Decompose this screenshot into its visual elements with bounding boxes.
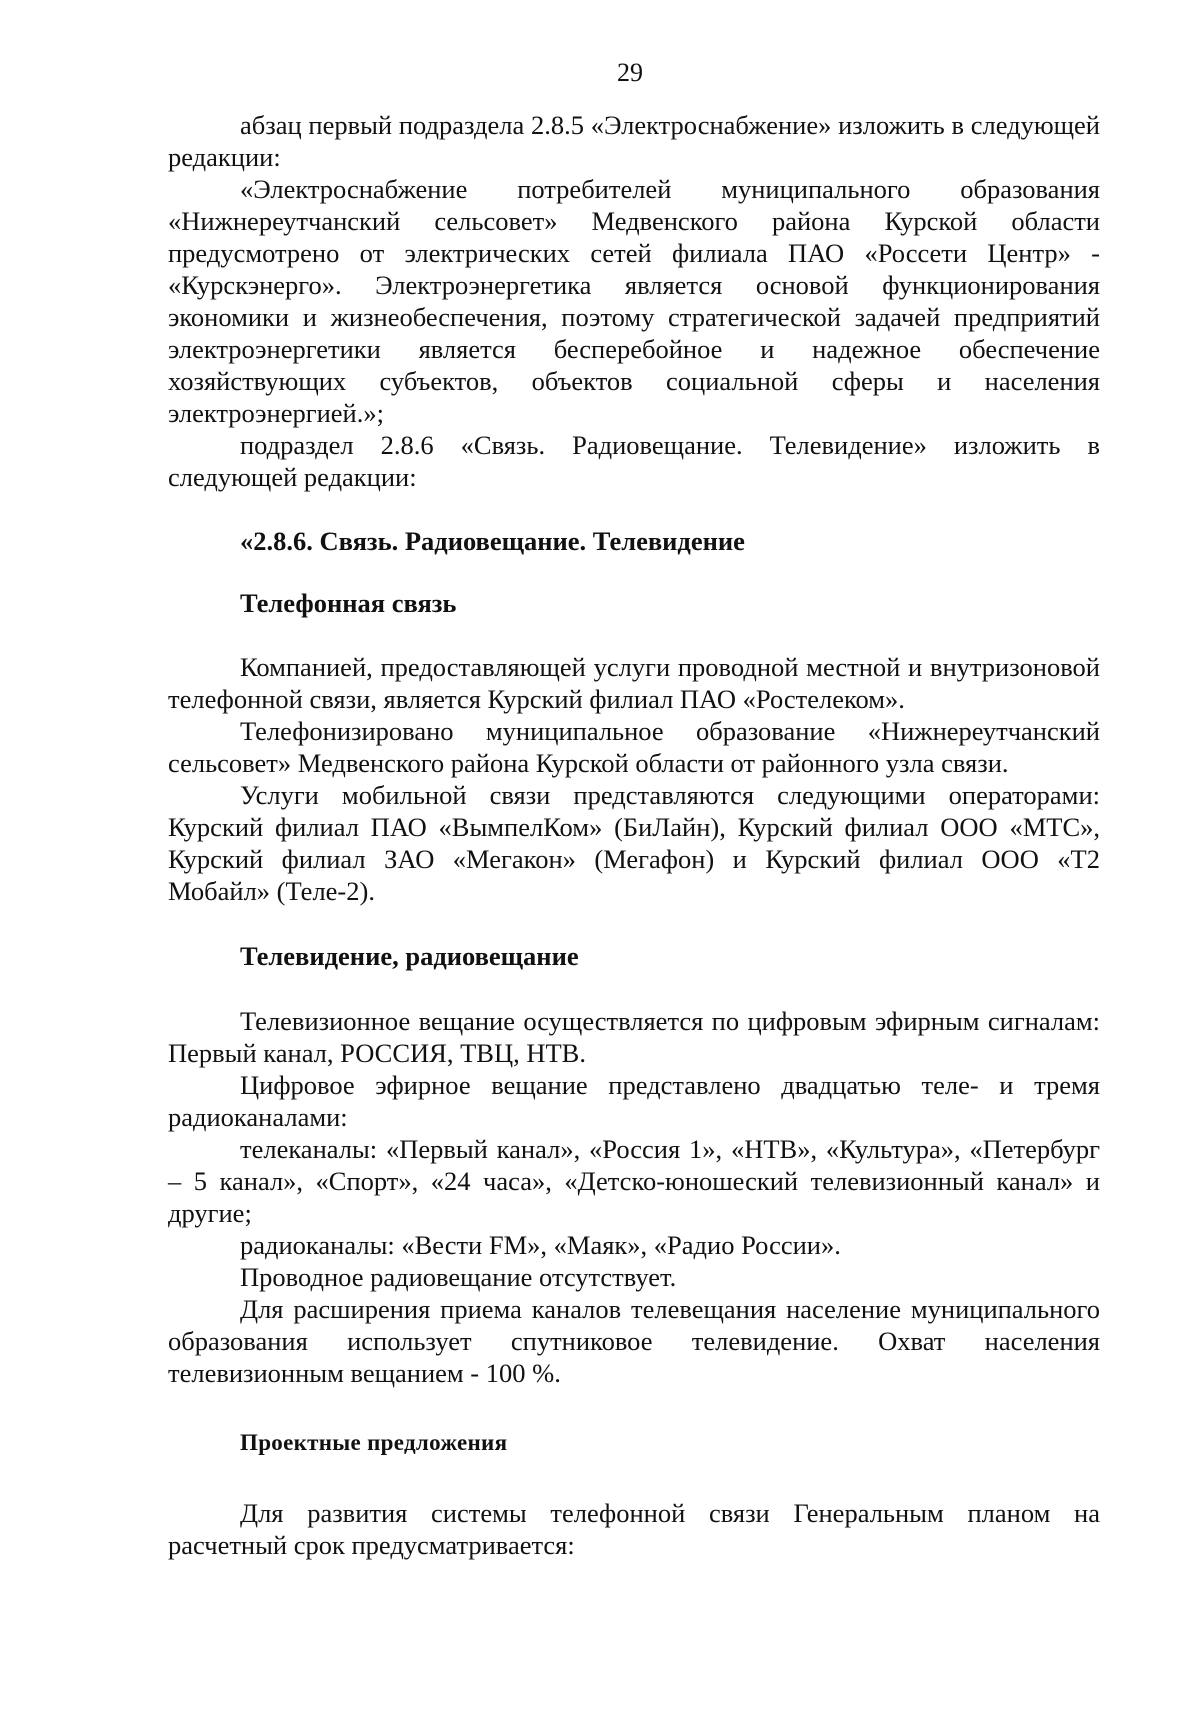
spacer	[168, 493, 1100, 525]
telephone-paragraph-3: Услуги мобильной связи представляются следующими операторами: Курский филиал ПАО «ВымпелКом» (БиЛайн), Курский филиал ООО «МТС», Курский филиал ЗАО «Мегакон» (Мегафон) и Курский филиал ООО «Т2 Мобайл» (Теле-2).	[168, 780, 1100, 906]
tv-paragraph-6: Для расширения приема каналов телевещания население муниципального образования использует спутниковое телевидение. Охват населения телевизионным вещанием - 100 %.	[168, 1294, 1100, 1388]
spacer	[168, 907, 1100, 940]
intro-paragraph-1: абзац первый подраздела 2.8.5 «Электроснабжение» изложить в следующей редакции:	[168, 110, 1100, 172]
telephone-paragraph-1: Компанией, предоставляющей услуги проводной местной и внутризоновой телефонной связи, является Курский филиал ПАО «Ростелеком».	[168, 652, 1100, 714]
spacer	[168, 557, 1100, 587]
spacer	[168, 972, 1100, 1005]
page-number: 29	[617, 58, 643, 87]
spacer	[168, 1389, 1100, 1427]
tv-paragraph-1: Телевизионное вещание осуществляется по цифровым эфирным сигналам: Первый канал, РОССИЯ, ТВЦ, НТВ.	[168, 1006, 1100, 1068]
document-body	[168, 109, 1100, 1561]
tv-heading: Телевидение, радиовещание	[240, 941, 579, 971]
tv-paragraph-4: радиоканалы: «Вести FM», «Маяк», «Радио России».	[240, 1230, 841, 1260]
tv-paragraph-2: Цифровое эфирное вещание представлено двадцатью теле- и тремя радиоканалами:	[168, 1070, 1100, 1132]
tv-paragraph-5: Проводное радиовещание отсутствует.	[240, 1262, 677, 1292]
telephone-heading: Телефонная связь	[240, 588, 457, 618]
section-title: «2.8.6. Связь. Радиовещание. Телевидение	[240, 526, 745, 556]
proposals-paragraph-1: Для развития системы телефонной связи Генеральным планом на расчетный срок предусматривается:	[168, 1498, 1100, 1560]
proposals-heading: Проектные предложения	[240, 1430, 508, 1455]
telephone-paragraph-2: Телефонизировано муниципальное образование «Нижнереутчанский сельсовет» Медвенского района Курской области от районного узла связи.	[168, 716, 1100, 778]
spacer	[168, 1459, 1100, 1497]
intro-paragraph-3: подраздел 2.8.6 «Связь. Радиовещание. Телевидение» изложить в следующей редакции:	[168, 430, 1100, 492]
tv-paragraph-3: телеканалы: «Первый канал», «Россия 1», «НТВ», «Культура», «Петербург – 5 канал», «Спорт», «24 часа», «Детско-юношеский телевизионный канал» и другие;	[168, 1134, 1100, 1228]
spacer	[168, 619, 1100, 651]
intro-paragraph-2: «Электроснабжение потребителей муниципального образования «Нижнереутчанский сельсовет» Медвенского района Курской области предусмотрено от электрических сетей филиала ПАО «Россети Центр» - «Курскэнерго». Электроэнергетика является основой функционирования экономики и жизнеобеспечения, поэтому стратегической задачей предприятий электроэнергетики является бесперебойное и надежное обеспечение хозяйствующих субъектов, объектов социальной сферы и населения электроэнергией.»;	[168, 174, 1100, 428]
